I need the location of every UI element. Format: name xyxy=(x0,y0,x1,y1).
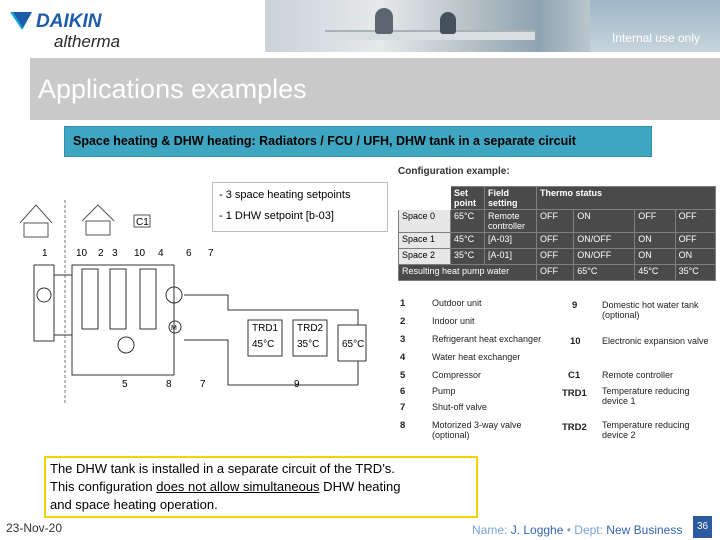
subtitle-banner xyxy=(64,126,652,157)
logo-brand: DAIKIN xyxy=(36,11,102,32)
legend-text: Shut-off valve xyxy=(432,402,487,412)
legend-text: Pump xyxy=(432,386,456,396)
legend-text: Indoor unit xyxy=(432,316,475,326)
author-name: J. Logghe xyxy=(510,523,564,537)
temp-label: 45°C xyxy=(252,339,275,350)
legend-number: 5 xyxy=(400,370,406,381)
cell: OFF xyxy=(537,233,574,249)
legend-text: Motorized 3-way valve (optional) xyxy=(432,420,522,440)
table-row xyxy=(399,265,716,281)
legend-number: TRD2 xyxy=(562,422,587,433)
logo-product: altherma xyxy=(54,32,121,51)
row-label: Space 1 xyxy=(399,233,451,249)
setpoint-item: - 1 DHW setpoint [b-03] xyxy=(219,210,334,222)
note-line: The DHW tank is installed in a separate circuit of the TRD’s. xyxy=(50,461,395,476)
setpoints-callout xyxy=(212,182,388,232)
temp-label: 35°C xyxy=(297,339,320,350)
legend-number: C1 xyxy=(568,370,581,381)
diagram-number: 9 xyxy=(294,379,300,390)
temp-label: 65°C xyxy=(342,339,365,350)
table-header-row xyxy=(399,187,716,210)
diagram-number: 3 xyxy=(112,248,118,259)
cell: 45°C xyxy=(635,265,675,281)
diagram-number: 10 xyxy=(76,248,88,259)
setpoint-item: - 3 space heating setpoints xyxy=(219,189,351,201)
legend-text: Water heat exchanger xyxy=(432,352,521,362)
legend-number: 4 xyxy=(400,352,406,363)
legend-text: Electronic expansion valve xyxy=(602,336,709,346)
m-label: M xyxy=(171,325,177,332)
legend-number: TRD1 xyxy=(562,388,587,399)
diagram-number: 4 xyxy=(158,248,164,259)
cell: ON xyxy=(635,233,675,249)
legend-number: 9 xyxy=(572,300,578,311)
page-title: Applications examples xyxy=(38,74,307,104)
c1-label: C1 xyxy=(136,217,149,228)
cell: [A-03] xyxy=(485,233,537,249)
diagram-number: 1 xyxy=(42,248,48,259)
internal-use-label: Internal use only xyxy=(611,31,700,45)
cell: OFF xyxy=(537,249,574,265)
cell: ON/OFF xyxy=(574,249,635,265)
house-icon xyxy=(20,205,114,237)
note-line: This configuration does not allow simultaneous DHW heating xyxy=(50,479,401,494)
cell: 35°C xyxy=(675,265,715,281)
row-label: Space 0 xyxy=(399,210,451,233)
legend-text: Temperature reducing device 1 xyxy=(602,386,690,406)
table-header: Thermo status xyxy=(537,187,716,210)
legend-text: Refrigerant heat exchanger xyxy=(432,334,542,344)
table-header xyxy=(399,187,451,210)
legend-text: Outdoor unit xyxy=(432,298,482,308)
note-emphasis: does not allow simultaneous xyxy=(156,479,320,494)
note-line: and space heating operation. xyxy=(50,497,218,512)
diagram-number: 10 xyxy=(134,248,146,259)
cell: 65°C xyxy=(574,265,635,281)
trd2-label: TRD2 xyxy=(297,323,324,334)
legend-number: 1 xyxy=(400,298,406,309)
table-row xyxy=(399,210,716,233)
cell: ON xyxy=(675,249,715,265)
cell: OFF xyxy=(675,233,715,249)
diagram-number: 6 xyxy=(186,248,192,259)
cell: ON xyxy=(574,210,635,233)
table-header: Set point xyxy=(451,187,485,210)
footer-date: 23-Nov-20 xyxy=(6,521,63,535)
diagram-number: 7 xyxy=(200,379,206,390)
page-number: 36 xyxy=(693,516,712,538)
table-header: Field setting xyxy=(485,187,537,210)
cell: 45°C xyxy=(451,233,485,249)
trd1-label: TRD1 xyxy=(252,323,279,334)
cell: OFF xyxy=(537,210,574,233)
footer-info: Name: J. Logghe • Dept: New Business xyxy=(472,523,683,537)
legend-text: Compressor xyxy=(432,370,482,380)
table-row xyxy=(399,233,716,249)
row-label: Space 2 xyxy=(399,249,451,265)
legend-number: 2 xyxy=(400,316,406,327)
legend-number: 7 xyxy=(400,402,406,413)
diagram-number: 7 xyxy=(208,248,214,259)
note-box xyxy=(44,456,478,518)
legend-text: Remote controller xyxy=(602,370,674,380)
subtitle-text: Space heating & DHW heating: Radiators / FCU / UFH, DHW tank in a separate circuit xyxy=(73,134,576,148)
legend-text: Temperature reducing device 2 xyxy=(602,420,690,440)
legend-number: 6 xyxy=(400,386,406,397)
cell: ON xyxy=(635,249,675,265)
cell: OFF xyxy=(675,210,715,233)
cell: 35°C xyxy=(451,249,485,265)
legend-number: 3 xyxy=(400,334,406,345)
config-title: Configuration example: xyxy=(398,166,510,177)
legend-number: 8 xyxy=(400,420,406,431)
cell: OFF xyxy=(635,210,675,233)
cell: 65°C xyxy=(451,210,485,233)
cell: ON/OFF xyxy=(574,233,635,249)
cell: [A-01] xyxy=(485,249,537,265)
legend xyxy=(398,298,718,448)
cell: OFF xyxy=(537,265,574,281)
row-label: Resulting heat pump water xyxy=(399,265,537,281)
legend-number: 10 xyxy=(570,336,581,347)
cell: Remote controller xyxy=(485,210,537,233)
diagram-number: 2 xyxy=(98,248,104,259)
diagram-number: 8 xyxy=(166,379,172,390)
config-table xyxy=(398,186,716,281)
legend-text: Domestic hot water tank (optional) xyxy=(602,300,699,320)
diagram-number: 5 xyxy=(122,379,128,390)
department: New Business xyxy=(606,523,683,537)
daikin-altherma-logo xyxy=(10,10,170,52)
table-row xyxy=(399,249,716,265)
